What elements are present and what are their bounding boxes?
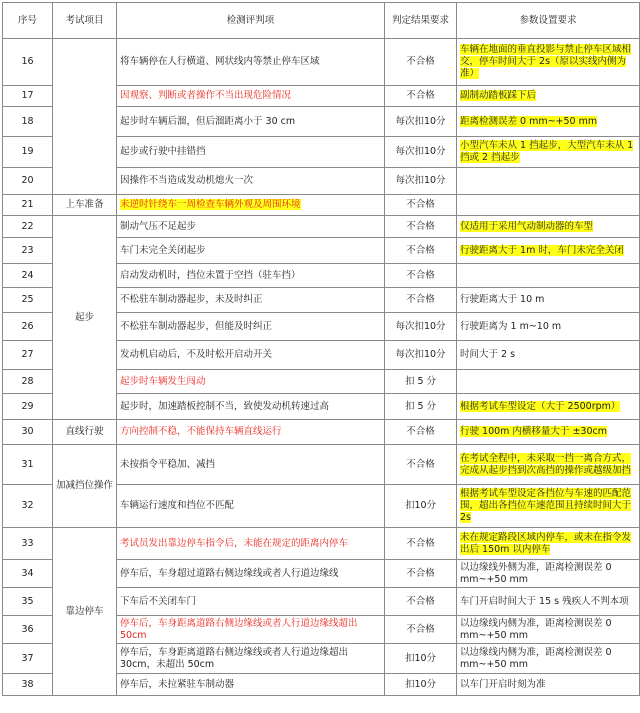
criteria-text: [117, 195, 385, 216]
criteria-highlight: 未逆时针绕车一周检查车辆外观及周围环境: [120, 199, 301, 210]
row-number: 18: [3, 107, 53, 137]
row-number: 38: [3, 674, 53, 696]
criteria-text: 未按指令平稳加、减挡: [117, 445, 385, 485]
table-row: [3, 445, 640, 485]
param-text: 以边缘线内侧为准，距离检测误差 0 mm~+50 mm: [457, 616, 640, 644]
result-text: 不合格: [385, 195, 457, 216]
row-number: 28: [3, 370, 53, 394]
row-number: 35: [3, 588, 53, 616]
param-highlight: 副制动踏板踩下后: [460, 90, 537, 101]
param-text: [457, 238, 640, 264]
param-text: [457, 107, 640, 137]
row-number: 17: [3, 86, 53, 107]
row-number: 30: [3, 420, 53, 445]
header-exam-item: 考试项目: [53, 3, 117, 39]
criteria-text: 下车后不关闭车门: [117, 588, 385, 616]
row-number: 24: [3, 264, 53, 288]
param-text: [457, 86, 640, 107]
param-text: [457, 370, 640, 394]
param-text: [457, 216, 640, 238]
result-text: 扣 5 分: [385, 370, 457, 394]
result-text: 扣10分: [385, 674, 457, 696]
exam-criteria-table: [2, 2, 640, 696]
param-text: 以车门开启时刻为准: [457, 674, 640, 696]
header-criteria: 检测评判项: [117, 3, 385, 39]
param-text: [457, 39, 640, 86]
param-text: [457, 195, 640, 216]
result-text: 不合格: [385, 420, 457, 445]
row-number: 27: [3, 341, 53, 370]
criteria-text: 停车后，车身超过道路右侧边缘线或者人行道边缘线: [117, 560, 385, 588]
param-text: [457, 485, 640, 528]
criteria-text: 启动发动机时，挡位未置于空挡（驻车挡）: [117, 264, 385, 288]
param-text: [457, 445, 640, 485]
param-text: [457, 420, 640, 445]
param-highlight: 小型汽车未从 1 挡起步，大型汽车未从 1 挡或 2 挡起步: [460, 140, 634, 163]
param-text: 行驶距离大于 10 m: [457, 288, 640, 313]
criteria-text: 考试员发出靠边停车指令后，未能在规定的距离内停车: [117, 528, 385, 560]
param-highlight: 车辆在地面的垂直投影与禁止停车区域相交，停车时间大于 2s（原以实线内侧为准）: [460, 44, 632, 79]
row-number: 16: [3, 39, 53, 86]
criteria-text: 将车辆停在人行横道、网状线内等禁止停车区域: [117, 39, 385, 86]
result-text: 不合格: [385, 560, 457, 588]
category-kaobian: 靠边停车: [53, 528, 117, 696]
param-highlight: 行驶 100m 内横移量大于 ±30cm: [460, 426, 607, 437]
param-text: 以边缘线外侧为准，距离检测误差 0 mm~+50 mm: [457, 560, 640, 588]
result-text: 不合格: [385, 588, 457, 616]
result-text: 每次扣10分: [385, 168, 457, 195]
param-text: 车门开启时间大于 15 s 残疾人不判本项: [457, 588, 640, 616]
result-text: 不合格: [385, 39, 457, 86]
result-text: 不合格: [385, 264, 457, 288]
param-highlight: 距离检测误差 0 mm~+50 mm: [460, 115, 598, 127]
category-zhixian: 直线行驶: [53, 420, 117, 445]
row-number: 29: [3, 394, 53, 420]
param-highlight: 行驶距离大于 1m 时，车门未完全关闭: [460, 244, 624, 256]
criteria-text: 停车后，未拉紧驻车制动器: [117, 674, 385, 696]
param-text: [457, 264, 640, 288]
table-row: [3, 420, 640, 445]
table-row: [3, 195, 640, 216]
row-number: 22: [3, 216, 53, 238]
result-text: 不合格: [385, 445, 457, 485]
criteria-text: 因观察、判断或者操作不当出现危险情况: [117, 86, 385, 107]
header-no: 序号: [3, 3, 53, 39]
result-text: 扣10分: [385, 485, 457, 528]
param-text: [457, 394, 640, 420]
category-qibu: 起步: [53, 216, 117, 420]
param-text: 以边缘线内侧为准，距离检测误差 0 mm~+50 mm: [457, 644, 640, 674]
category-shangche: 上车准备: [53, 195, 117, 216]
result-text: 不合格: [385, 216, 457, 238]
row-number: 37: [3, 644, 53, 674]
criteria-text: 停车后，车身距离道路右侧边缘线或者人行道边缘线超出 50cm: [117, 616, 385, 644]
param-highlight: 根据考试车型设定各挡位与车速的匹配范围，超出各挡位车速范围且持续时间大于 2s: [460, 488, 632, 523]
row-number: 20: [3, 168, 53, 195]
table-header-row: [3, 3, 640, 39]
param-text: [457, 137, 640, 168]
criteria-text: 车门未完全关闭起步: [117, 238, 385, 264]
category-empty: [53, 39, 117, 195]
row-number: 32: [3, 485, 53, 528]
result-text: 不合格: [385, 288, 457, 313]
result-text: 不合格: [385, 238, 457, 264]
param-highlight: 未在规定路段区域内停车，或未在指令发出后 150m 以内停车: [460, 531, 632, 555]
criteria-text: 起步时车辆发生闯动: [117, 370, 385, 394]
row-number: 36: [3, 616, 53, 644]
result-text: 不合格: [385, 616, 457, 644]
criteria-text: 起步时车辆后溜，但后溜距离小于 30 cm: [117, 107, 385, 137]
table-row: [3, 528, 640, 560]
category-jiajian: 加减挡位操作: [53, 445, 117, 528]
result-text: 扣10分: [385, 644, 457, 674]
result-text: 每次扣10分: [385, 107, 457, 137]
criteria-text: 制动气压不足起步: [117, 216, 385, 238]
result-text: 不合格: [385, 528, 457, 560]
param-highlight: 在考试全程中，未采取一挡一离合方式，完成从起步挡到次高挡的操作或越级加挡: [460, 452, 632, 476]
result-text: 每次扣10分: [385, 313, 457, 341]
criteria-text: 起步时，加速踏板控制不当，致使发动机转速过高: [117, 394, 385, 420]
row-number: 21: [3, 195, 53, 216]
row-number: 34: [3, 560, 53, 588]
param-text: 行驶距离为 1 m~10 m: [457, 313, 640, 341]
row-number: 23: [3, 238, 53, 264]
criteria-text: 车辆运行速度和挡位不匹配: [117, 485, 385, 528]
param-text: [457, 528, 640, 560]
criteria-text: 不松驻车制动器起步，但能及时纠正: [117, 313, 385, 341]
result-text: 每次扣10分: [385, 341, 457, 370]
row-number: 19: [3, 137, 53, 168]
criteria-text: 发动机启动后，不及时松开启动开关: [117, 341, 385, 370]
row-number: 31: [3, 445, 53, 485]
result-text: 不合格: [385, 86, 457, 107]
table-row: [3, 216, 640, 238]
criteria-text: 方向控制不稳，不能保持车辆直线运行: [117, 420, 385, 445]
param-highlight: 根据考试车型设定（大于 2500rpm）: [460, 400, 621, 412]
criteria-text: 不松驻车制动器起步，未及时纠正: [117, 288, 385, 313]
criteria-text: 起步或行驶中挂错挡: [117, 137, 385, 168]
param-text: [457, 168, 640, 195]
result-text: 扣 5 分: [385, 394, 457, 420]
criteria-text: 因操作不当造成发动机熄火一次: [117, 168, 385, 195]
param-highlight: 仅适用于采用气动制动器的车型: [460, 220, 594, 232]
table-row: [3, 39, 640, 86]
header-param: 参数设置要求: [457, 3, 640, 39]
result-text: 每次扣10分: [385, 137, 457, 168]
row-number: 25: [3, 288, 53, 313]
row-number: 26: [3, 313, 53, 341]
criteria-text: 停车后，车身距离道路右侧边缘线或者人行道边缘超出 30cm，未超出 50cm: [117, 644, 385, 674]
row-number: 33: [3, 528, 53, 560]
header-result: 判定结果要求: [385, 3, 457, 39]
param-text: 时间大于 2 s: [457, 341, 640, 370]
